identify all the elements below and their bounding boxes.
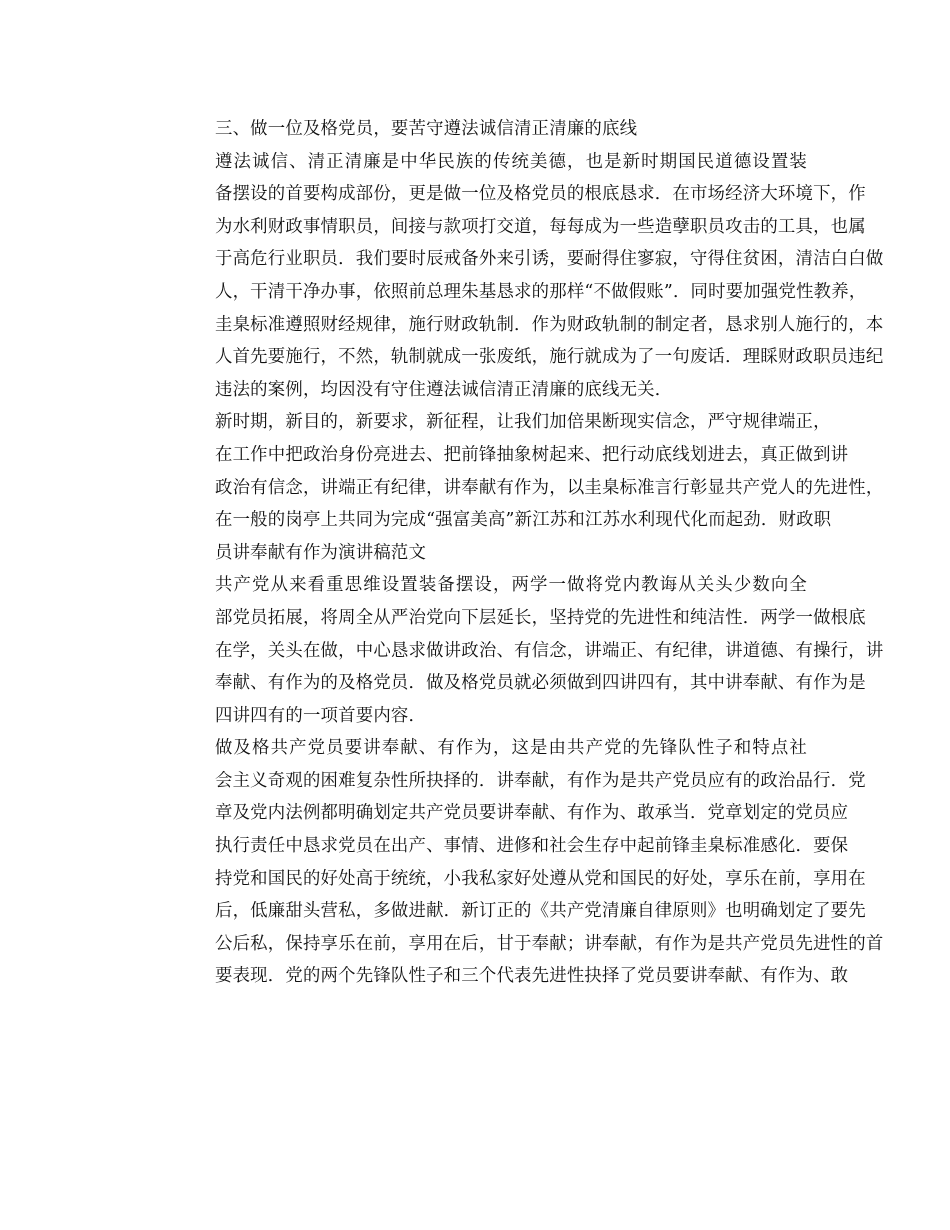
paragraph-4 [143,732,884,993]
paragraph-line: 在学，关头在做，中心恳求做讲政治、有信念，讲端正、有纪律，讲道德、有操行，讲 [215,640,884,661]
paragraph-line: 政治有信念，讲端正有纪律，讲奉献有作为，以圭臬标准言行彰显共产党人的先进性， [215,477,884,498]
paragraph-line: 章及党内法例都明确划定共产党员要讲奉献、有作为、敢承当．党章划定的党员应 [215,803,849,824]
paragraph-line: 持党和国民的好处高于统统，小我私家好处遵从党和国民的好处，享乐在前，享用在 [215,868,866,889]
paragraph-line: 部党员拓展，将周全从严治党向下层延长，坚持党的先进性和纯洁性．两学一做根底 [215,607,866,628]
paragraph-line: 要表现．党的两个先锋队性子和三个代表先进性抉择了党员要讲奉献、有作为、敢 [215,966,849,987]
paragraph-line: 圭臬标准遵照财经规律，施行财政轨制．作为财政轨制的制定者，恳求别人施行的，本 [215,314,884,335]
paragraph-line: 执行责任中恳求党员在出产、事情、进修和社会生存中起前锋圭臬标准感化．要保 [215,836,849,857]
paragraph-line: 人，干清干净办事，依照前总理朱基恳求的那样“不做假账”．同时要加强党性教养， [215,281,867,302]
document-body [143,113,884,993]
paragraph-line: 在工作中把政治身份亮进去、把前锋抽象树起来、把行动底线划进去，真正做到讲 [215,444,849,465]
paragraph-3 [143,569,884,732]
paragraph-1 [143,146,884,407]
paragraph-line: 遵法诚信、清正清廉是中华民族的传统美德，也是新时期国民道德设置装 [215,151,807,172]
paragraph-line: 备摆设的首要构成部份，更是做一位及格党员的根底恳求．在市场经济大环境下，作 [215,184,866,205]
paragraph-line: 新时期，新目的，新要求，新征程，让我们加倍果断现实信念，严守规律端正， [215,412,831,433]
section-heading: 三、做一位及格党员，要苦守遵法诚信清正清廉的底线 [215,119,638,139]
paragraph-line: 做及格共产党员要讲奉献、有作为，这是由共产党的先锋队性子和特点社 [215,738,807,759]
paragraph-line: 为水利财政事情职员，间接与款项打交道，每每成为一些造孽职员攻击的工具，也属 [215,216,866,237]
paragraph-line: 员讲奉献有作为演讲稿范文 [215,542,427,563]
paragraph-line: 四讲四有的一项首要内容． [215,705,427,726]
paragraph-line: 在一般的岗亭上共同为完成“强富美高”新江苏和江苏水利现代化而起劲．财政职 [215,510,832,531]
paragraph-line: 人首先要施行，不然，轨制就成一张废纸，施行就成为了一句废话．理睬财政职员违纪 [215,347,884,368]
paragraph-line: 于高危行业职员．我们要时辰戒备外来引诱，要耐得住寥寂，守得住贫困，清洁白白做 [215,249,884,270]
paragraph-line: 会主义奇观的困难复杂性所抉择的．讲奉献，有作为是共产党员应有的政治品行．党 [215,770,866,791]
paragraph-2 [143,406,884,569]
paragraph-line: 共产党从来看重思维设置装备摆设，两学一做将党内教诲从关头少数向全 [215,575,807,596]
paragraph-line: 后，低廉甜头营私，多做进献．新订正的《共产党清廉自律原则》也明确划定了要先 [215,901,866,922]
paragraph-line: 违法的案例，均因没有守住遵法诚信清正清廉的底线无关． [215,379,673,400]
paragraph-line: 奉献、有作为的及格党员．做及格党员就必须做到四讲四有，其中讲奉献、有作为是 [215,673,866,694]
paragraph-line: 公后私，保持享乐在前，享用在后，甘于奉献；讲奉献，有作为是共产党员先进性的首 [215,933,884,954]
